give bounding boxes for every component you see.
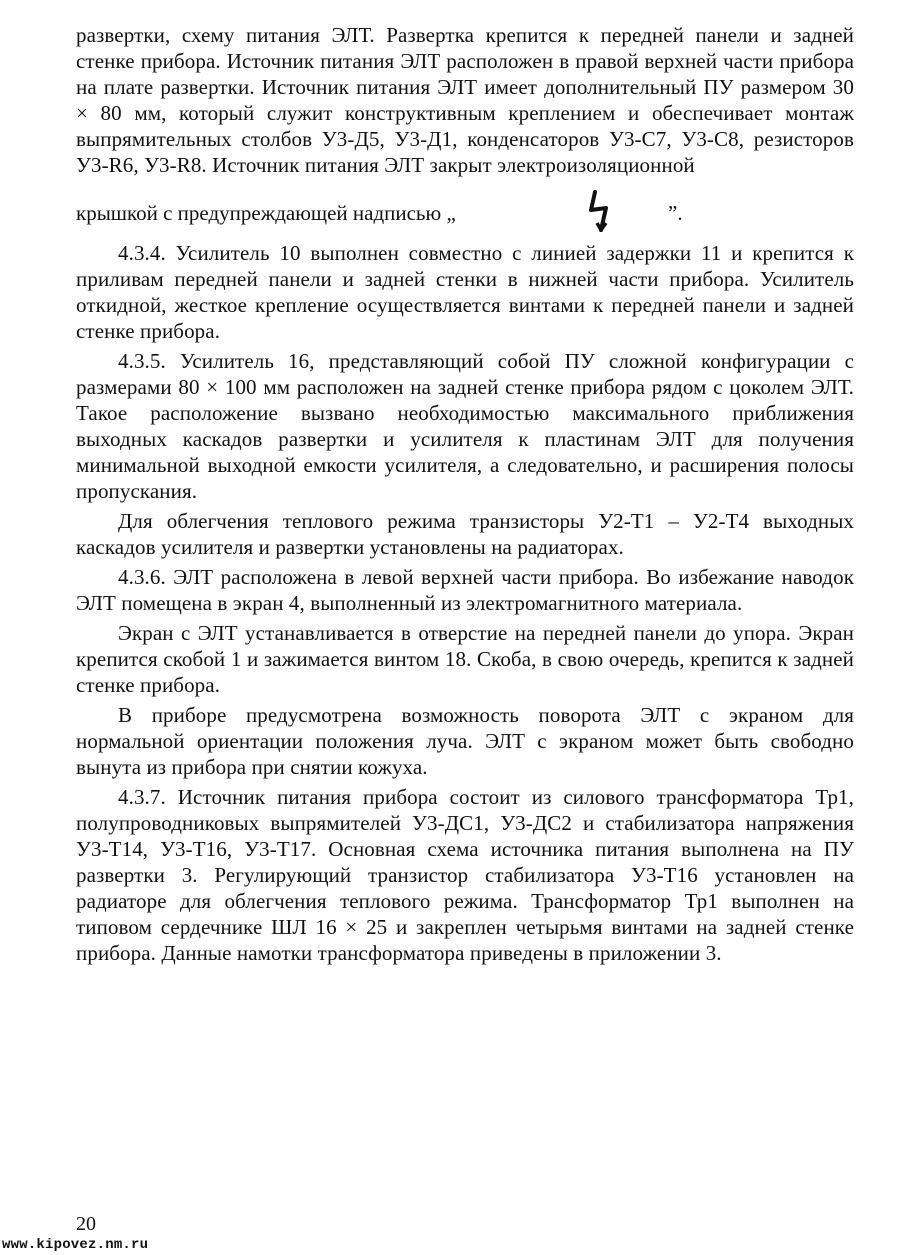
page-body [76,22,854,966]
page-number: 20 [76,1213,96,1235]
paragraph-radiators: Для облегчения теплового режима транзисторы У2-Т1 – У2-Т4 выходных каскадов усилителя и развертки установлены на радиаторах. [76,509,854,559]
warning-label-line [76,190,854,236]
warning-text: крышкой с предупреждающей надписью „ [76,201,456,225]
paragraph-4-3-6: 4.3.6. ЭЛТ расположена в левой верхней части прибора. Во избежание наводок ЭЛТ помещена в экран 4, выполненный из электромагнитного материала. [76,565,854,615]
paragraph-screen-mount: Экран с ЭЛТ устанавливается в отверстие на передней панели до упора. Экран крепится скобой 1 и зажимается винтом 18. Скоба, в свою очередь, крепится к задней стенке прибора. [76,621,854,697]
paragraph-power-supply-crt: развертки, схему питания ЭЛТ. Развертка крепится к передней панели и задней стенке прибора. Источник питания ЭЛТ расположен в правой верхней части прибора на плате развертки. Источник питания ЭЛТ имеет дополнительный ПУ размером 30 × 80 мм, который служит конструктивным креплением и обеспечивает монтаж выпрямительных столбов У3-Д5, У3-Д1, конденсаторов У3-С7, У3-С8, резисторов У3-R6, У3-R8. Источник питания ЭЛТ закрыт электроизоляционной [76,23,854,177]
site-url: www.kipovez.nm.ru [2,1237,149,1253]
paragraph-4-3-4: 4.3.4. Усилитель 10 выполнен совместно с линией задержки 11 и крепится к приливам передней панели и задней стенки в нижней части прибора. Усилитель откидной, жесткое крепление осуществляется винтами к передней панели и задней стенке прибора. [76,241,854,343]
paragraph-crt-rotation: В приборе предусмотрена возможность поворота ЭЛТ с экраном для нормальной ориентации положения луча. ЭЛТ с экраном может быть свободно вынута из прибора при снятии кожуха. [76,703,854,779]
paragraph-4-3-5: 4.3.5. Усилитель 16, представляющий собой ПУ сложной конфигурации с размерами 80 × 100 мм расположен на задней стенке прибора рядом с цоколем ЭЛТ. Такое расположение вызвано необходимостью максимального приближения выходных каскадов развертки и усилителя к пластинам ЭЛТ для получения минимальной выходной емкости усилителя, а следовательно, и расширения полосы пропускания. [76,349,854,503]
lightning-bolt-icon [586,190,616,234]
warning-closing-quote: ”. [668,201,683,225]
paragraph-4-3-7: 4.3.7. Источник питания прибора состоит из силового трансформатора Тр1, полупроводниковых выпрямителей У3-ДС1, У3-ДС2 и стабилизатора напряжения У3-Т14, У3-Т16, У3-Т17. Основная схема источника питания выполнена на ПУ развертки 3. Регулирующий транзистор стабилизатора У3-Т16 установлен на радиаторе для облегчения теплового режима. Трансформатор Тр1 выполнен на типовом сердечнике ШЛ 16 × 25 и закреплен четырьмя винтами на задней стенке прибора. Данные намотки трансформатора приведены в приложении 3. [76,785,854,965]
